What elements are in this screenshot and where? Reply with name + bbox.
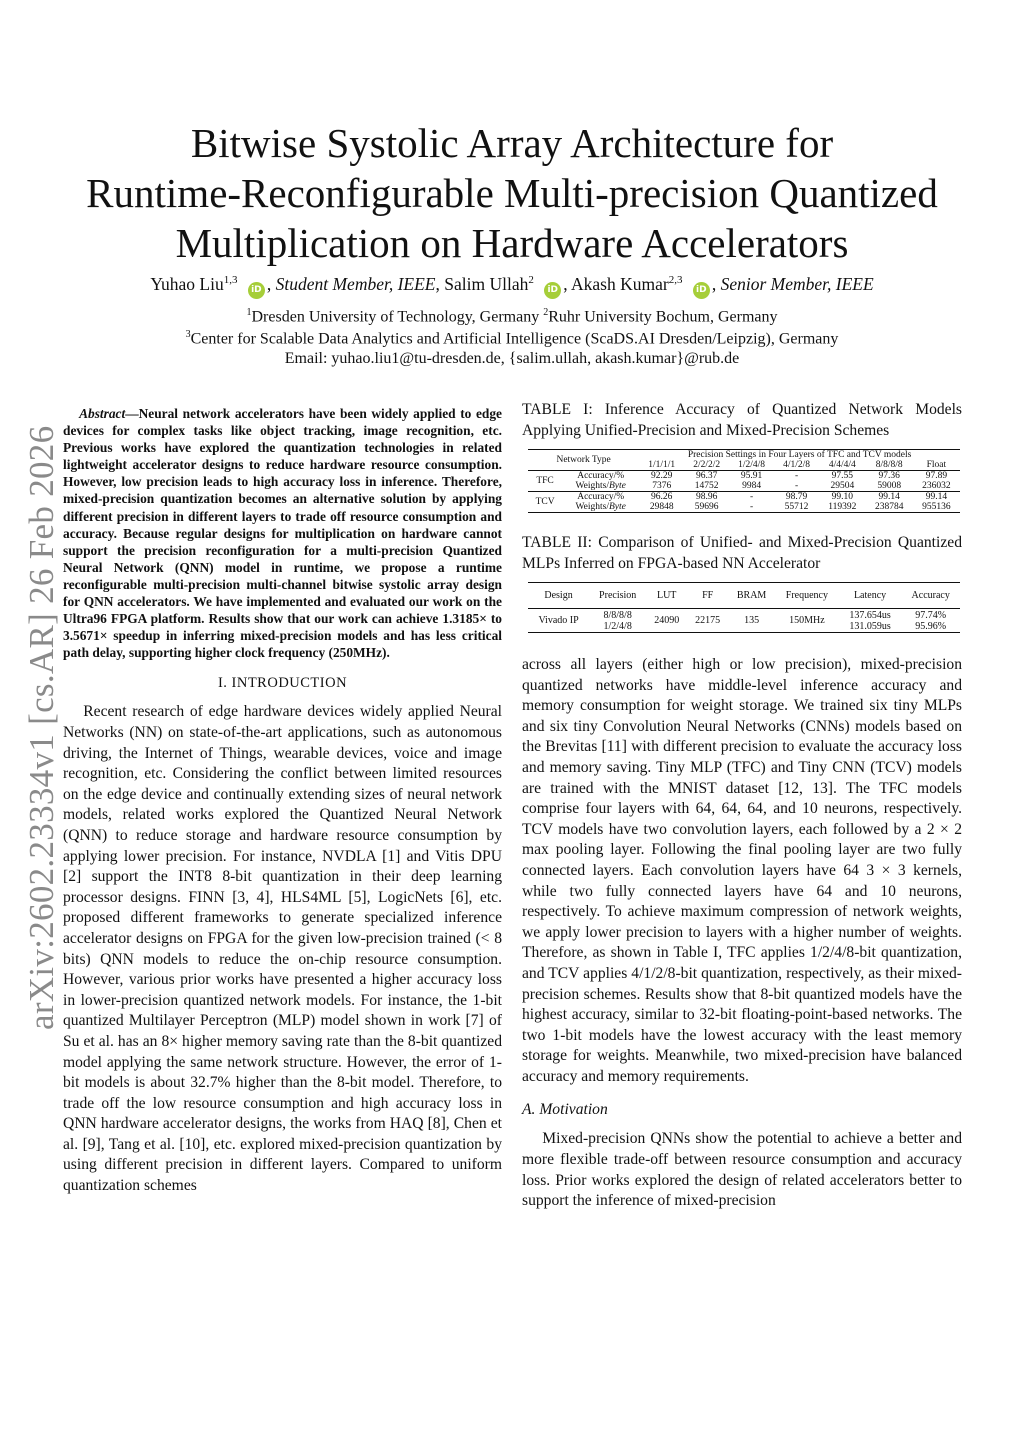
abstract-text: —Neural network accelerators have been widely applied to edge devices for complex tasks like object tracking, image recognition, etc. Previous works have explored the quantization technologies in related lightweight accelerator designs to reduce hardware resource consumption. However, low precision leads to high accuracy loss in inference. Therefore, mixed-precision quantization becomes an alternative solution by applying different precision in different layers to trade off resource consumption and accuracy. Because regular designs for multiplication on hardware cannot support the precision reconfiguration for a multi-precision Quantized Neural Network (QNN) model in runtime, we propose a runtime reconfigurable multi-precision multi-channel bitwise systolic array design for QNN accelerators. We have implemented and evaluated our work on the Ultra96 FPGA platform. Results show that our work can achieve 1.3185× to 3.5671× speedup in inferring mixed-precision models and has less critical path delay, supporting higher clock frequency (250MHz). [63,406,502,661]
author-name: Akash Kumar [571,274,669,294]
table-cell: 97.55 [819,471,866,482]
cell-line: 1/2/4/8 [603,620,632,632]
table-header-cell: Accuracy [901,583,960,609]
left-column [63,405,502,1197]
table-cell: 99.14 [913,492,960,503]
table1-caption: TABLE I: Inference Accuracy of Quantized Network Models Applying Unified-Precision and Mixed-Precision Schemes [522,401,962,439]
table-cell: 150MHz [775,609,839,633]
cell-line: 97.74% [915,609,947,621]
table-cell: 59696 [684,502,729,513]
table-row [528,481,960,492]
table-cell: 236032 [922,481,951,491]
author-name: Yuhao Liu [150,274,224,294]
table-header-cell: Precision [589,583,646,609]
motivation-paragraph: Mixed-precision QNNs show the potential to achieve a better and more flexible trade-off between resource consumption and accuracy loss. Prior works explored the design of related accelerators better to support the inference of mixed-precision [522,1130,962,1210]
table-cell: 98.96 [684,492,729,503]
table-cell [562,481,639,492]
arxiv-identifier: arXiv:2602.23334v1 [cs.AR] 26 Feb 2026 [22,425,61,1030]
table-header-cell: 4/1/2/8 [783,460,811,470]
orcid-icon[interactable]: iD [248,282,265,299]
table-cell: - [794,481,799,491]
table-header-row [528,583,960,609]
table-cell: Vivado IP [528,609,589,633]
table-row [528,502,960,513]
table-header-cell: 1/2/4/8 [738,460,766,470]
table-cell: 955136 [913,502,960,513]
table-cell: 55712 [774,502,819,513]
cell-line: 8/8/8/8 [603,609,632,621]
table-cell: - [774,471,819,482]
right-column [522,400,962,1212]
table-header-cell: Precision Settings in Four Layers of TFC and TCV models [639,450,960,461]
table-cell: TFC [528,471,562,492]
table-cell: 99.10 [819,492,866,503]
table-cell: Accuracy/% [562,471,639,482]
metric-text: Weights/ [575,481,609,491]
table1 [528,449,960,513]
table-cell [589,609,646,633]
author-role: Senior Member, IEEE [720,274,874,294]
table-cell [901,609,960,633]
table-cell: 14752 [694,481,719,491]
table-cell: 95.91 [729,471,774,482]
table-cell: 9984 [742,481,762,491]
author-affil-mark: 2,3 [668,274,683,287]
table-row [528,471,960,482]
table-cell: 22175 [687,609,728,633]
table-cell [839,609,902,633]
author-role: Student Member, IEEE [275,274,436,294]
metric-unit: Byte [609,481,626,491]
affil-text: Ruhr University Bochum, Germany [548,308,778,326]
affil-text: Dresden University of Technology, Germany [251,308,544,326]
subsection-heading: A. Motivation [522,1101,608,1119]
table-cell: 29848 [639,502,684,513]
table-header-cell: LUT [646,583,687,609]
table-header-cell: Float [926,460,947,470]
table-cell: 135 [728,609,775,633]
author-list: Yuhao Liu$^{1,3}$ iD , Student Member, IEEE, Salim Ullah$^2$ iD , Akash Kumar$^{2,3}$ iD , Senior Member, IEEE [40,274,984,299]
paper-title [60,118,964,268]
table-header-cell: 1/1/1/1 [648,460,676,470]
table-header-cell: Frequency [775,583,839,609]
author-email[interactable]: Email: yuhao.liu1@tu-dresden.de, {salim.ullah, akash.kumar}@rub.de [284,350,740,367]
author-name: Salim Ullah [444,274,529,294]
title-line: Bitwise Systolic Array Architecture for [190,120,834,166]
table-header-cell: 2/2/2/2 [693,460,721,470]
metric-text: Weights/ [575,502,609,512]
author-affil-mark: 2 [528,274,534,287]
intro-paragraph: Recent research of edge hardware devices widely applied Neural Networks (NN) on state-of-the-art applications, such as autonomous driving, the Internet of Things, wearable devices, voice and image recognition, etc. Considering the conflict between limited resources on the edge device and continually extending sizes of neural network models, related works explored the Quantized Neural Network (QNN) to reduce storage and hardware resource consumption by applying lower precision. For instance, NVDLA [1] and Vitis DPU [2] support the INT8 8-bit quantization in their deep learning processor designs. FINN [3, 4], HLS4ML [5], LogicNets [6], etc. proposed different frameworks to generate specialized inference accelerator designs on FPGA for the given low-precision trained (< 8 bits) QNN models to reduce the on-chip resource consumption. However, various prior works have presented a higher accuracy loss in lower-precision quantized network models. For instance, the 1-bit quantized Multilayer Perceptron (MLP) model shown in work [7] of Su et al. has an 8× higher memory saving rate than the 8-bit quantized model applying the same network structure. However, the error of 1-bit models is about 32.7% higher than the 8-bit model. Therefore, to trade off the low resource consumption and high accuracy loss in QNN hardware accelerator designs, the works from HAQ [8], Chen et al. [9], Tang et al. [10], etc. explored mixed-precision quantization by using different precision in different layers. Compared to uniform quantization schemes [63,703,502,1195]
table-cell: - [729,492,774,503]
table-cell: Accuracy/% [562,492,639,503]
table-cell: 96.37 [684,471,729,482]
table-cell: 29504 [830,481,855,491]
table-header-cell: Latency [839,583,902,609]
table-header-cell: BRAM [728,583,775,609]
affiliation-line [40,307,984,326]
abstract [63,405,502,661]
table-cell [562,502,639,513]
affil-mark: 3 [185,329,191,340]
table-cell: 7376 [652,481,672,491]
title-line: Runtime-Reconfigurable Multi-precision Quantized [86,170,938,216]
metric-unit: Byte [609,502,626,512]
orcid-icon[interactable]: iD [544,282,561,299]
table-header-cell: 8/8/8/8 [875,460,903,470]
table-cell: 119392 [819,502,866,513]
table-header-cell: Design [528,583,589,609]
affiliation-line [40,329,984,348]
table-cell: - [729,502,774,513]
section-heading: I. INTRODUCTION [217,675,348,692]
affil-mark: 1 [246,307,252,318]
table-cell: 97.36 [866,471,913,482]
table2-caption: TABLE II: Comparison of Unified- and Mixed-Precision Quantized MLPs Inferred on FPGA-based NN Accelerator [522,534,962,572]
table-cell: 92.29 [639,471,684,482]
table-row [528,492,960,503]
orcid-icon[interactable]: iD [693,282,710,299]
table-header-row [528,450,960,461]
author-affil-mark: 1,3 [223,274,238,287]
table-cell: 238784 [866,502,913,513]
table-header-cell: FF [687,583,728,609]
title-line: Multiplication on Hardware Accelerators [175,220,849,266]
affil-mark: 2 [543,307,549,318]
cell-line: 131.059us [849,620,891,632]
intro-paragraph-continued: across all layers (either high or low precision), mixed-precision quantized networks have middle-level inference accuracy and memory consumption for weight storage. We trained six tiny MLPs and six tiny Convolution Neural Networks (CNNs) models based on the Brevitas [11] with different precision to evaluate the accuracy loss and memory saving. Tiny MLP (TFC) and Tiny CNN (TCV) models are trained with the MNIST dataset [12, 13]. The TFC models comprise four layers with 64, 64, 64, and 10 neurons, respectively. TCV models have two convolution layers, each followed by a 2 × 2 max pooling layer. Following the final pooling layer are two fully connected layers. Each convolution layers have 64 3 × 3 kernels, while two fully connected layers have 64 and 10 neurons, respectively. To achieve maximum compression of network weights, we apply lower precision to layers with a higher number of weights. Therefore, as shown in Table I, TFC applies 1/2/4/8-bit quantization, and TCV applies 4/1/2/8-bit quantization, respectively, as their mixed-precision schemes. Results show that 8-bit quantized models have the highest accuracy, similar to 32-bit floating-point-based networks. The two 1-bit models have the lowest accuracy with the least memory storage for weights. Meanwhile, two mixed-precision have balanced accuracy and memory requirements. [522,656,962,1085]
table-header-cell: Network Type [528,450,639,471]
table-row [528,609,960,633]
table-cell: 59008 [877,481,902,491]
table-header-cell: 4/4/4/4 [828,460,856,470]
abstract-lead: Abstract [79,406,126,421]
cell-line: 95.96% [915,620,947,632]
affil-text: Center for Scalable Data Analytics and Artificial Intelligence (ScaDS.AI Dresden/Leipzig), Germany [190,330,839,348]
table-cell: 97.89 [913,471,960,482]
table-cell: 96.26 [639,492,684,503]
table-cell: 99.14 [866,492,913,503]
table-cell: 98.79 [774,492,819,503]
cell-line: 137.654us [849,609,891,621]
table-cell: TCV [528,492,562,513]
table-cell: 24090 [646,609,687,633]
table2 [528,582,960,633]
